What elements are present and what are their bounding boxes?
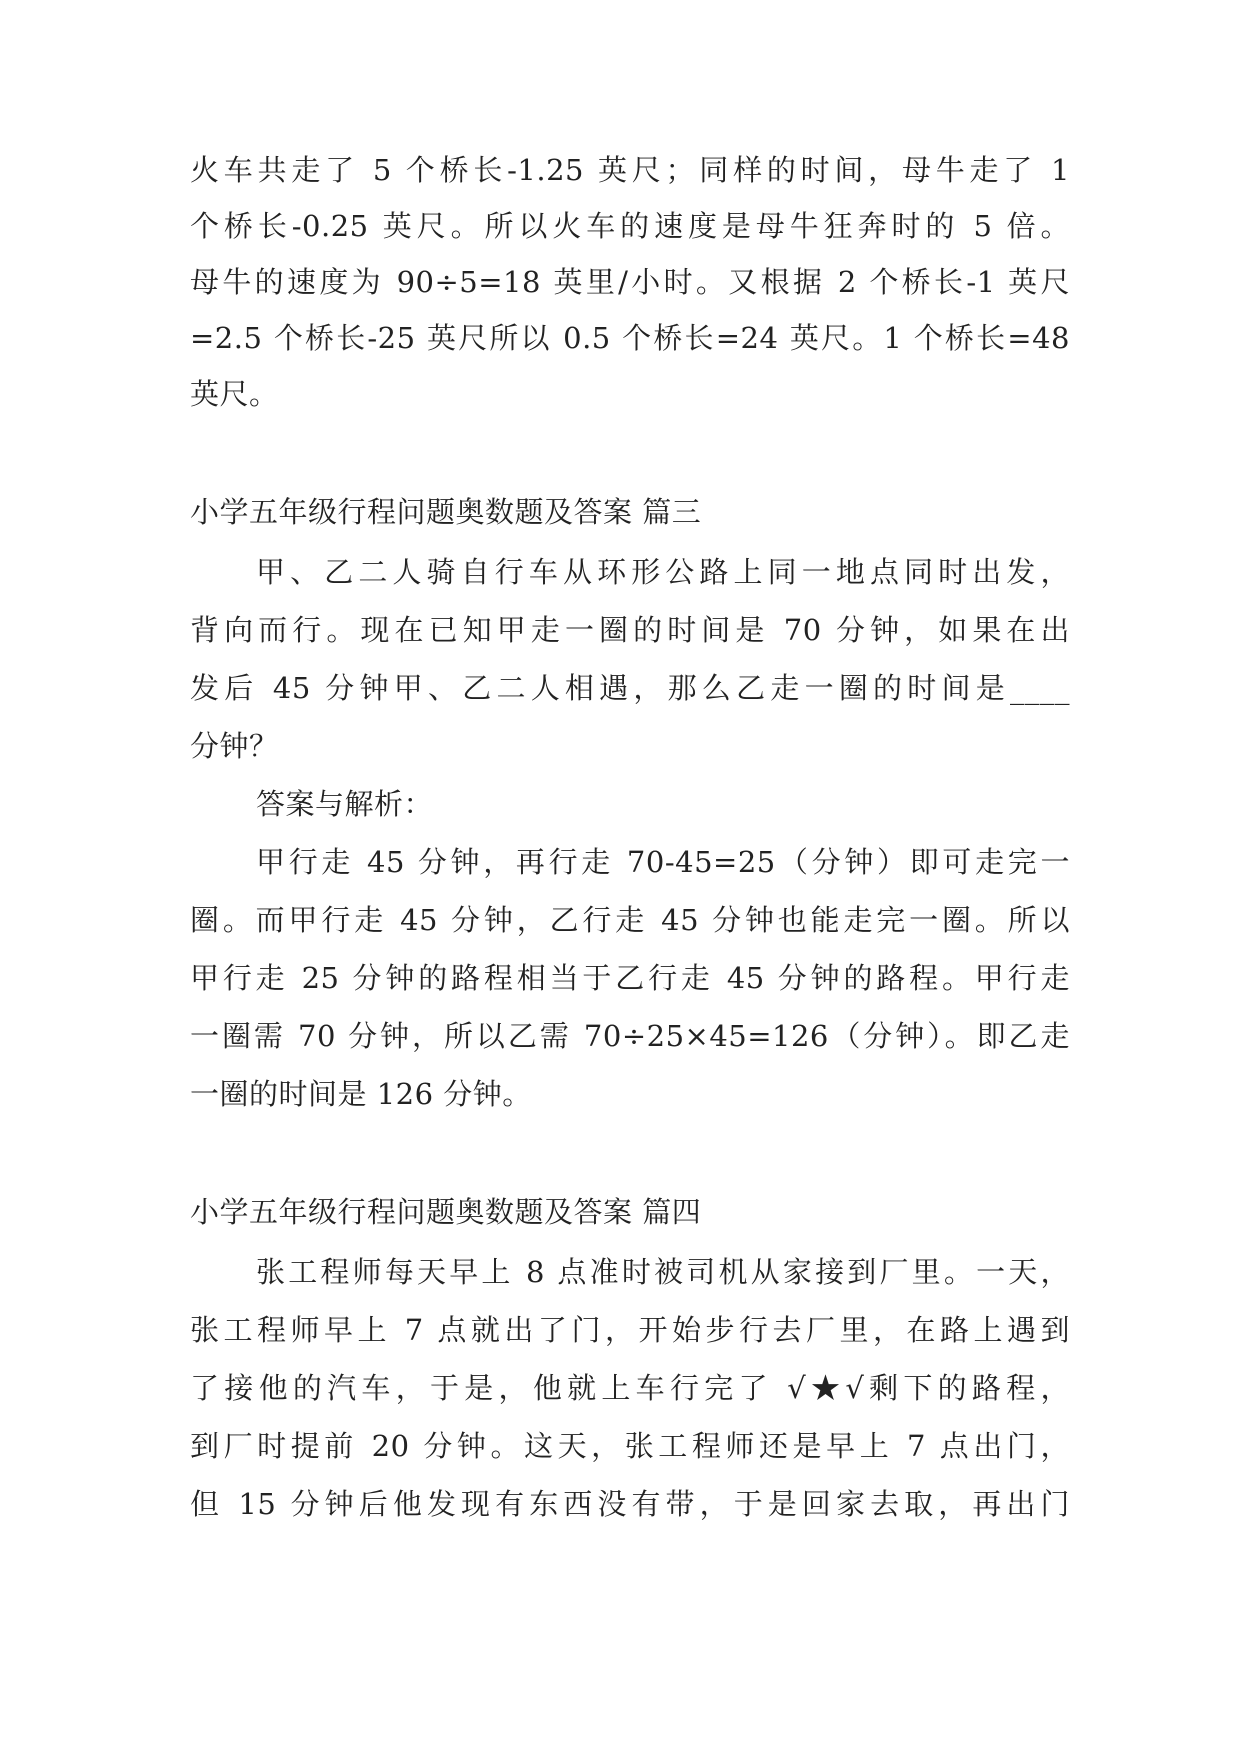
answer-line: 甲行走 25 分钟的路程相当于乙行走 45 分钟的路程。甲行走 (190, 961, 1070, 995)
question-line: 发后 45 分钟甲、乙二人相遇，那么乙走一圈的时间是____ (190, 671, 1070, 705)
question-line: 分钟？ (190, 729, 279, 763)
answer-line: 甲行走 45 分钟，再行走 70-45=25（分钟）即可走完一 (256, 845, 1070, 879)
paragraph-line: 个桥长-0.25 英尺。所以火车的速度是母牛狂奔时的 5 倍。 (190, 209, 1070, 243)
answer-line: 一圈的时间是 126 分钟。 (190, 1077, 532, 1111)
paragraph-line: 了接他的汽车，于是，他就上车行完了 √★√剩下的路程， (190, 1371, 1070, 1405)
section-heading: 小学五年级行程问题奥数题及答案 篇四 (190, 1195, 702, 1229)
paragraph-line: 英尺。 (190, 377, 279, 411)
paragraph-line: 母牛的速度为 90÷5=18 英里/小时。又根据 2 个桥长-1 英尺 (190, 265, 1070, 299)
paragraph-line: 张工程师每天早上 8 点准时被司机从家接到厂里。一天， (256, 1255, 1070, 1289)
answer-line: 圈。而甲行走 45 分钟，乙行走 45 分钟也能走完一圈。所以 (190, 903, 1070, 937)
paragraph-line: 火车共走了 5 个桥长-1.25 英尺；同样的时间，母牛走了 1 (190, 153, 1070, 187)
paragraph-line: 张工程师早上 7 点就出了门，开始步行去厂里，在路上遇到 (190, 1313, 1070, 1347)
paragraph-line: 到厂时提前 20 分钟。这天，张工程师还是早上 7 点出门， (190, 1429, 1070, 1463)
question-line: 甲、乙二人骑自行车从环形公路上同一地点同时出发， (256, 555, 1070, 589)
paragraph-line: 但 15 分钟后他发现有东西没有带，于是回家去取，再出门 (190, 1487, 1070, 1521)
paragraph-line: =2.5 个桥长-25 英尺所以 0.5 个桥长=24 英尺。1 个桥长=48 (190, 321, 1070, 355)
answer-label: 答案与解析： (256, 787, 434, 821)
question-line: 背向而行。现在已知甲走一圈的时间是 70 分钟，如果在出 (190, 613, 1070, 647)
answer-line: 一圈需 70 分钟，所以乙需 70÷25×45=126（分钟）。即乙走 (190, 1019, 1070, 1053)
section-heading: 小学五年级行程问题奥数题及答案 篇三 (190, 495, 702, 529)
